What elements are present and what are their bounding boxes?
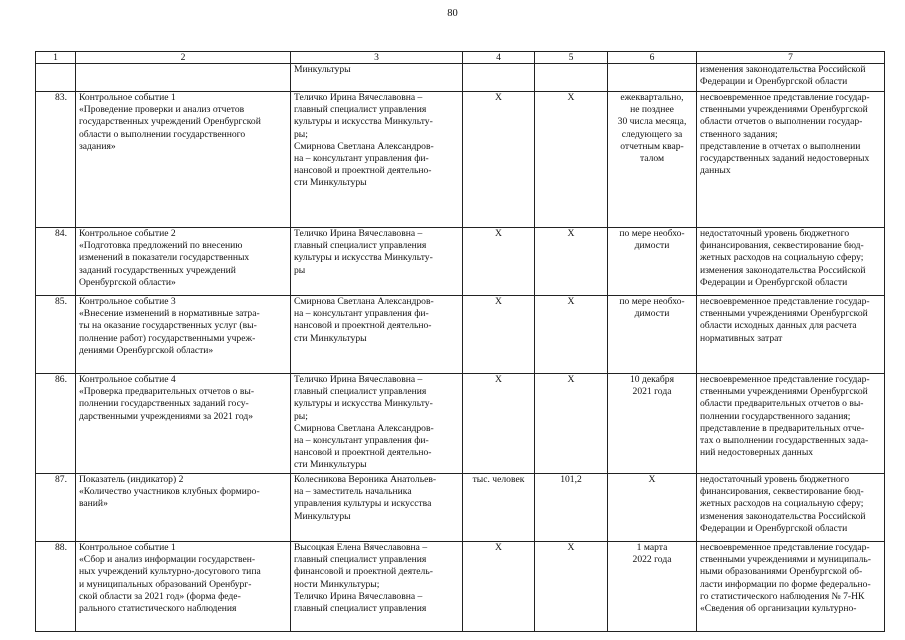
value-cell <box>535 64 608 92</box>
text-line: димости <box>634 308 670 320</box>
value-cell: Х <box>535 374 608 474</box>
text-line: талом <box>639 153 665 165</box>
responsible-person-cell <box>291 296 463 374</box>
responsible-person-cell <box>291 64 463 92</box>
row-number-cell: 84. <box>36 228 76 296</box>
text-line: Минкультуры <box>294 510 351 522</box>
text-line: дарственными учреждениями за 2021 год» <box>79 410 254 422</box>
table-row <box>36 474 885 542</box>
text-line: Высоцкая Елена Вячеславовна – <box>294 542 428 553</box>
deadline-cell <box>608 92 697 228</box>
text-line: 10 декабря <box>630 374 674 385</box>
responsible-person-cell <box>291 92 463 228</box>
text-line: 2022 года <box>632 554 672 566</box>
text-line: ными образованиями Оренбургской об- <box>700 566 863 578</box>
text-line: главный специалист управления <box>294 240 427 252</box>
text-line: «Проверка предварительных отчетов о вы- <box>79 386 255 398</box>
control-events-table <box>35 51 885 632</box>
text-line: «Проведение проверки и анализ отчетов <box>79 104 245 116</box>
text-line: ственного задания; <box>700 128 778 140</box>
value-cell: Х <box>535 92 608 228</box>
text-line: полнении государственных заданий госу- <box>79 398 249 410</box>
text-line: ваний» <box>79 498 108 510</box>
text-line: Смирнова Светлана Александров- <box>294 140 434 152</box>
text-line: на – заместитель начальника <box>294 486 412 498</box>
column-header: 4 <box>463 52 535 64</box>
text-line: следующего за <box>621 128 683 140</box>
text-line: ры; <box>294 410 308 422</box>
text-line: несвоевременное представление государ- <box>700 542 870 553</box>
unit-cell: Х <box>463 228 535 296</box>
text-line: рального статистического наблюдения <box>79 603 237 615</box>
table-row <box>36 542 885 632</box>
text-line: ласти информации по форме федерально- <box>700 578 871 590</box>
text-line: нансовой и проектной деятельно- <box>294 165 432 177</box>
deadline-cell <box>608 296 697 374</box>
risk-description-cell <box>697 374 885 474</box>
row-number-cell: 88. <box>36 542 76 632</box>
text-line: жетных расходов на социальную сферу; <box>700 498 864 510</box>
text-line: государственных учреждений Оренбургской <box>79 116 261 128</box>
text-line: представление в предварительных отче- <box>700 422 865 434</box>
deadline-cell <box>608 64 697 92</box>
deadline-cell <box>608 374 697 474</box>
text-line: Смирнова Светлана Александров- <box>294 422 434 434</box>
text-line: не позднее <box>630 104 674 116</box>
text-line: государственных заданий недостоверных <box>700 153 870 165</box>
value-cell: Х <box>535 228 608 296</box>
text-line: изменения законодательства Российской <box>700 264 866 276</box>
text-line: ты на оказание государственных услуг (вы- <box>79 320 257 332</box>
unit-cell <box>463 64 535 92</box>
text-line: изменений в показатели государственных <box>79 252 250 264</box>
text-line: тах о выполнении государственных зада- <box>700 435 869 447</box>
text-line: Федерации и Оренбургской области <box>700 276 848 288</box>
text-line: Х <box>648 474 656 485</box>
text-line: Контрольное событие 1 <box>79 92 176 103</box>
text-line: изменения законодательства Российской <box>700 510 866 522</box>
text-line: недостаточный уровень бюджетного <box>700 228 850 239</box>
row-number-cell: 86. <box>36 374 76 474</box>
unit-cell: Х <box>463 92 535 228</box>
text-line: недостаточный уровень бюджетного <box>700 474 850 485</box>
text-line: главный специалист управления <box>294 554 427 566</box>
risk-description-cell <box>697 296 885 374</box>
text-line: главный специалист управления <box>294 104 427 116</box>
text-line: главный специалист управления <box>294 386 427 398</box>
text-line: Федерации и Оренбургской области <box>700 522 848 534</box>
text-line: 30 числа месяца, <box>617 116 687 128</box>
row-number-cell: 87. <box>36 474 76 542</box>
text-line: по мере необхо- <box>619 296 685 307</box>
text-line: культуры и искусства Минкульту- <box>294 252 433 264</box>
text-line: 1 марта <box>636 542 668 553</box>
text-line: по мере необхо- <box>619 228 685 239</box>
responsible-person-cell <box>291 374 463 474</box>
text-line: Теличко Ирина Вячеславовна – <box>294 590 423 602</box>
column-number-row <box>36 52 885 64</box>
text-line: данных <box>700 165 731 177</box>
unit-cell: Х <box>463 374 535 474</box>
text-line: изменения законодательства Российской <box>700 64 866 75</box>
text-line: 2021 года <box>632 386 672 398</box>
column-header: 7 <box>697 52 885 64</box>
text-line: культуры и искусства Минкульту- <box>294 398 433 410</box>
event-description-cell <box>76 374 291 474</box>
responsible-person-cell <box>291 542 463 632</box>
text-line: ежеквартально, <box>620 92 684 103</box>
text-line: ственными учреждениями и муниципаль- <box>700 554 872 566</box>
text-line: Показатель (индикатор) 2 <box>79 474 184 485</box>
text-line: Контрольное событие 4 <box>79 374 176 385</box>
row-number-cell <box>36 64 76 92</box>
text-line: и муниципальных образований Оренбург- <box>79 578 252 590</box>
column-header: 5 <box>535 52 608 64</box>
table-row <box>36 228 885 296</box>
text-line: Федерации и Оренбургской области <box>700 76 848 88</box>
deadline-cell <box>608 542 697 632</box>
page-number: 80 <box>447 8 458 19</box>
text-line: Теличко Ирина Вячеславовна – <box>294 92 423 103</box>
table-row <box>36 374 885 474</box>
text-line: ры; <box>294 128 308 140</box>
value-cell: 101,2 <box>535 474 608 542</box>
text-line: Минкультуры <box>294 64 351 75</box>
responsible-person-cell <box>291 474 463 542</box>
text-line: дениями Оренбургской области» <box>79 344 214 356</box>
column-header: 3 <box>291 52 463 64</box>
text-line: жетных расходов на социальную сферу; <box>700 252 864 264</box>
text-line: ственными учреждениями Оренбургской <box>700 386 868 398</box>
row-number-cell: 83. <box>36 92 76 228</box>
text-line: сти Минкультуры <box>294 332 367 344</box>
text-line: на – консультант управления фи- <box>294 308 429 320</box>
text-line: представление в отчетах о выполнении <box>700 140 861 152</box>
event-description-cell <box>76 296 291 374</box>
text-line: полнении государственного задания; <box>700 410 851 422</box>
text-line: нансовой и проектной деятельно- <box>294 447 432 459</box>
value-cell: Х <box>535 296 608 374</box>
row-number-cell: 85. <box>36 296 76 374</box>
column-header: 6 <box>608 52 697 64</box>
text-line: «Сбор и анализ информации государствен- <box>79 554 256 566</box>
deadline-cell <box>608 474 697 542</box>
table-row <box>36 64 885 92</box>
event-description-cell <box>76 64 291 92</box>
risk-description-cell <box>697 474 885 542</box>
text-line: области отчетов о выполнении государ- <box>700 116 863 128</box>
text-line: ры <box>294 264 306 276</box>
text-line: несвоевременное представление государ- <box>700 92 870 103</box>
text-line: ственными учреждениями Оренбургской <box>700 104 868 116</box>
text-line: Теличко Ирина Вячеславовна – <box>294 228 423 239</box>
text-line: на – консультант управления фи- <box>294 435 429 447</box>
text-line: главный специалист управления <box>294 603 427 615</box>
text-line: области предварительных отчетов о вы- <box>700 398 864 410</box>
text-line: на – консультант управления фи- <box>294 153 429 165</box>
risk-description-cell <box>697 542 885 632</box>
text-line: Контрольное событие 3 <box>79 296 176 307</box>
text-line: заданий государственных учреждений <box>79 264 236 276</box>
text-line: ской области за 2021 год» (форма феде- <box>79 590 241 602</box>
text-line: Колесникова Вероника Анатольев- <box>294 474 437 485</box>
text-line: области исходных данных для расчета <box>700 320 857 332</box>
text-line: Смирнова Светлана Александров- <box>294 296 434 307</box>
event-description-cell <box>76 92 291 228</box>
event-description-cell <box>76 228 291 296</box>
text-line: ных учреждений культурно-досугового типа <box>79 566 261 578</box>
text-line: несвоевременное представление государ- <box>700 374 870 385</box>
text-line: сти Минкультуры <box>294 177 367 189</box>
unit-cell: Х <box>463 542 535 632</box>
text-line: «Подготовка предложений по внесению <box>79 240 243 252</box>
event-description-cell <box>76 474 291 542</box>
text-line: финансовой и проектной деятель- <box>294 566 433 578</box>
text-line: Теличко Ирина Вячеславовна – <box>294 374 423 385</box>
text-line: «Сведения об организации культурно- <box>700 603 857 615</box>
event-description-cell <box>76 542 291 632</box>
column-header: 2 <box>76 52 291 64</box>
text-line: несвоевременное представление государ- <box>700 296 870 307</box>
text-line: «Количество участников клубных формиро- <box>79 486 260 498</box>
text-line: сти Минкультуры <box>294 459 367 471</box>
unit-cell: тыс. человек <box>463 474 535 542</box>
text-line: го статистического наблюдения № 7-НК <box>700 590 865 602</box>
value-cell: Х <box>535 542 608 632</box>
responsible-person-cell <box>291 228 463 296</box>
text-line: димости <box>634 240 670 252</box>
text-line: управления культуры и искусства <box>294 498 432 510</box>
text-line: Контрольное событие 2 <box>79 228 176 239</box>
text-line: нормативных затрат <box>700 332 783 344</box>
text-line: культуры и искусства Минкульту- <box>294 116 433 128</box>
risk-description-cell <box>697 64 885 92</box>
text-line: Оренбургской области» <box>79 276 176 288</box>
text-line: финансирования, секвестирование бюд- <box>700 240 864 252</box>
risk-description-cell <box>697 228 885 296</box>
text-line: «Внесение изменений в нормативные затра- <box>79 308 260 320</box>
text-line: полнение работ) государственными учреж- <box>79 332 256 344</box>
table-row <box>36 92 885 228</box>
text-line: финансирования, секвестирование бюд- <box>700 486 864 498</box>
text-line: нансовой и проектной деятельно- <box>294 320 432 332</box>
text-line: отчетным квар- <box>620 140 684 152</box>
risk-description-cell <box>697 92 885 228</box>
text-line: задания» <box>79 140 116 152</box>
text-line: ности Минкультуры; <box>294 578 380 590</box>
unit-cell: Х <box>463 296 535 374</box>
deadline-cell <box>608 228 697 296</box>
text-line: Контрольное событие 1 <box>79 542 176 553</box>
text-line: ственными учреждениями Оренбургской <box>700 308 868 320</box>
table-row <box>36 296 885 374</box>
column-header: 1 <box>36 52 76 64</box>
text-line: ний недостоверных данных <box>700 447 814 459</box>
text-line: области о выполнении государственного <box>79 128 246 140</box>
